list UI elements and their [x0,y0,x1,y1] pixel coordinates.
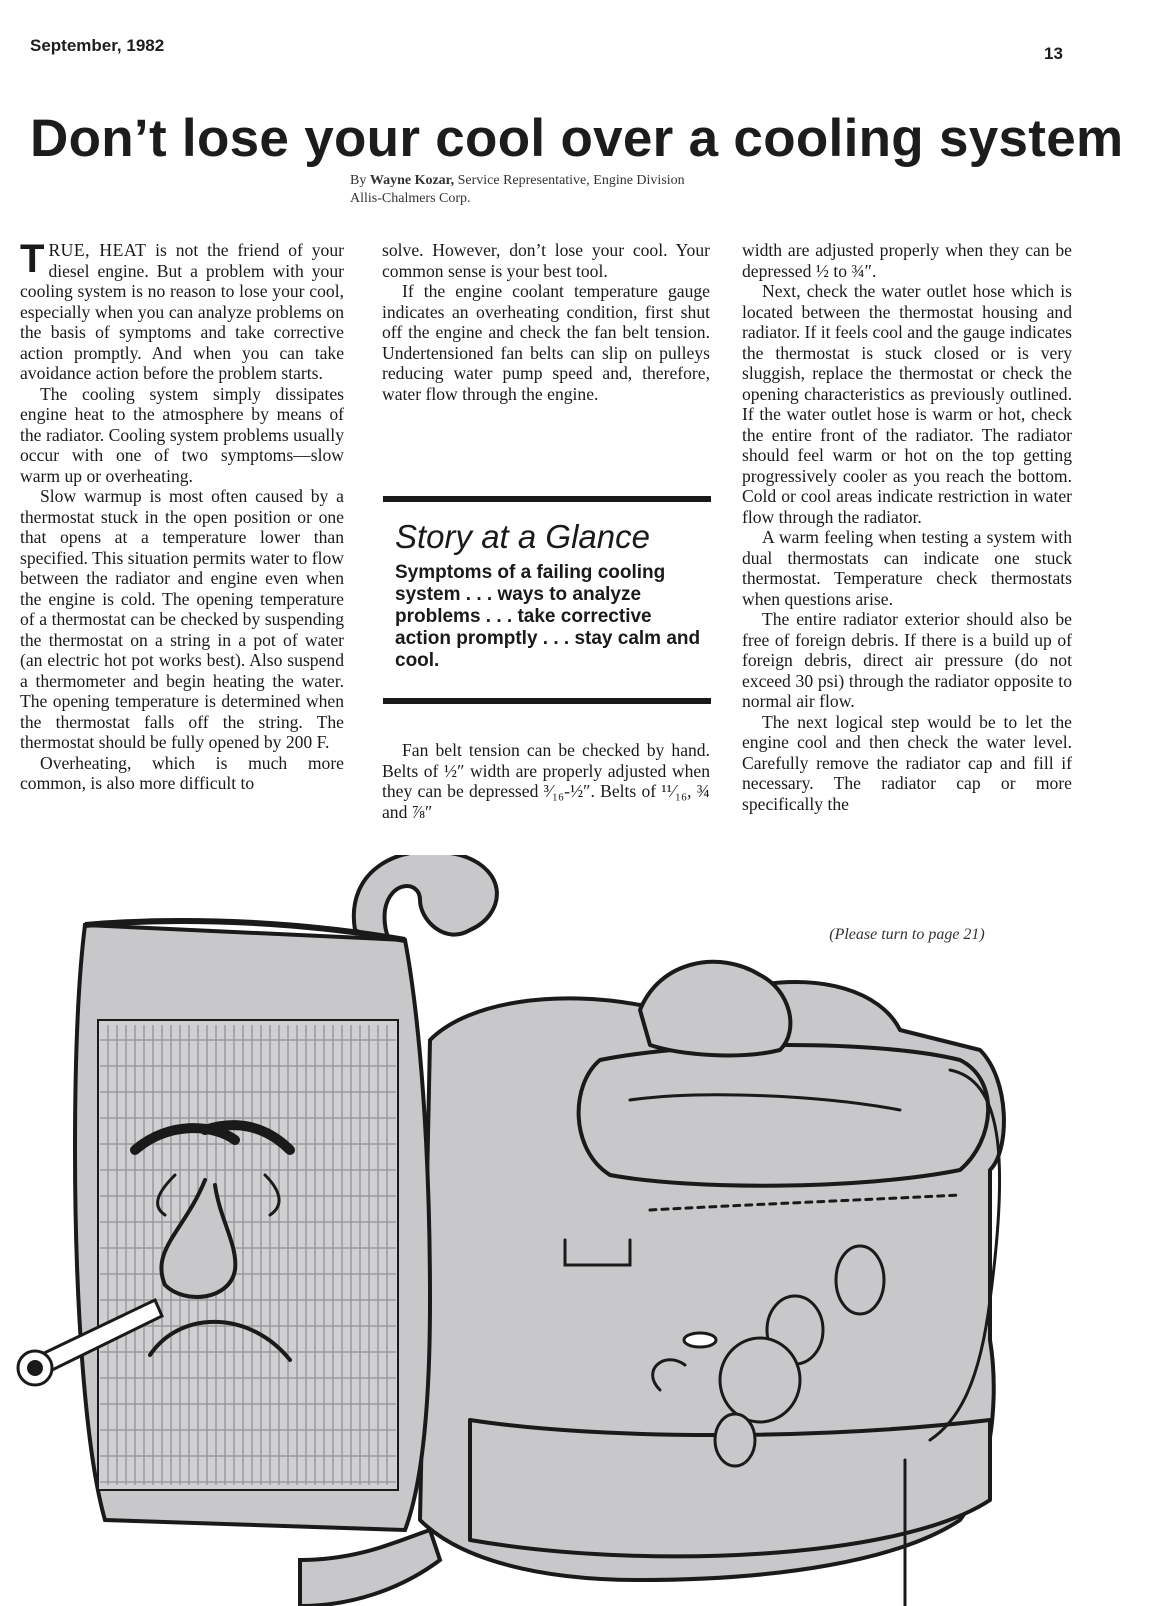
paragraph: A warm feeling when testing a system with dual thermostats can indicate one stuck thermostat. Temperature check thermostats when questions arise. [742,527,1072,609]
article-column-1 [20,237,344,794]
article-column-3 [742,240,1072,814]
paragraph: Overheating, which is much more common, is also more difficult to [20,752,344,793]
article-column-2-continued [382,740,710,822]
paragraph: Slow warmup is most often caused by a thermostat stuck in the open position or one that opens at a temperature lower than specified. This situation permits water to flow between the radiator and engine even when the engine is cold. The opening temperature of a thermostat can be checked by suspending the thermostat on a string in a pot of water (an electric hot pot works best). Also suspend a thermometer and begin heating the water. The opening temperature is determined when the thermostat falls off the string. The thermostat should be fully opened by 200 F. [20,486,344,752]
lower-hose [300,1530,440,1606]
paragraph: Fan belt tension can be checked by hand. Belts of ½″ width are properly adjusted when they can be depressed ³⁄₁₆-½″. Belts of ¹¹⁄₁₆, ¾ and ⅞″ [382,740,710,822]
article-column-2 [382,240,710,404]
paragraph: The next logical step would be to let the engine cool and then check the water level. Carefully remove the radiator cap and fill if necessary. The radiator cap or more specifically the [742,711,1072,814]
continued-note: (Please turn to page 21) [829,926,985,943]
paragraph: The cooling system simply dissipates engine heat to the atmosphere by means of the radiator. Cooling system problems usually occur with one of two symptoms—slow warm up or overheating. [20,383,344,486]
drop-cap: T [20,237,45,281]
paragraph: If the engine coolant temperature gauge indicates an overheating condition, first shut off the engine and check the fan belt tension. Undertensioned fan belts can slip on pulleys reducing water pump speed and, therefore, water flow through the engine. [382,281,710,404]
byline-prefix: By [350,173,370,188]
author-name: Wayne Kozar, [369,173,455,188]
engine-radiator-illustration [0,855,1151,1606]
sidebar-text: Symptoms of a failing cooling system . . . ways to analyze problems . . . take corrective action promptly . . . stay calm and cool. [395,562,701,671]
paragraph: solve. However, don’t lose your cool. Your common sense is your best tool. [382,240,710,281]
paragraph: Next, check the water outlet hose which is located between the thermostat housing and radiator. If it feels cool and the gauge indicates the thermostat is stuck closed or is very sluggish, replace the thermostat or check the opening characteristics as previously outlined. If the water outlet hose is warm or hot, check the entire front of the radiator. The radiator should feel warm or hot on the top getting progressively cooler as you reach the bottom. Cold or cool areas indicate restriction in water flow through the radiator. [742,281,1072,527]
article-title: Don’t lose your cool over a cooling system [30,109,1124,168]
author-title: Service Representative, Engine Division [454,173,685,188]
author-affiliation: Allis-Chalmers Corp. [350,191,471,206]
radiator [75,921,430,1530]
page-number: 13 [1044,44,1063,63]
paragraph-intro [20,237,344,384]
byline [350,172,870,208]
paragraph: width are adjusted properly when they can be depressed ½ to ¾″. [742,240,1072,281]
story-at-a-glance-box [383,496,711,704]
sidebar-title: Story at a Glance [395,518,650,555]
lead-caps: RUE, HEAT [48,240,147,260]
header-date: September, 1982 [30,36,165,55]
paragraph: The entire radiator exterior should also be free of foreign debris. If there is a build up of foreign debris, direct air pressure (do not exceed 30 psi) through the radiator opposite to normal air flow. [742,609,1072,711]
intro-text: is not the friend of your diesel engine. But a problem with your cooling system is no reason to lose your cool, especially when you can analyze problems on the basis of symptoms and take corrective action promptly. And when you can take avoidance action before the problem starts. [20,240,344,383]
